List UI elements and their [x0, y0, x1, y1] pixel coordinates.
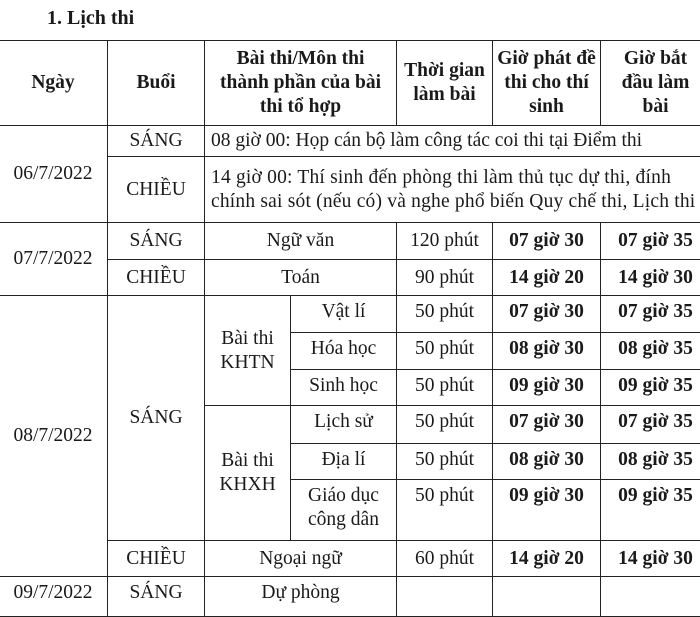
header-distribute-time: Giờ phát đề thi cho thí sinh — [493, 41, 601, 126]
duration-cell: 50 phút — [397, 370, 493, 406]
distribute-time-cell: 08 giờ 30 — [493, 444, 601, 480]
start-time-cell: 07 giờ 35 — [601, 296, 700, 333]
start-time-cell: 08 giờ 35 — [601, 333, 700, 370]
distribute-time-cell — [493, 577, 601, 617]
start-time-cell: 14 giờ 30 — [601, 541, 700, 577]
subject-cell: Toán — [205, 260, 397, 296]
session-cell: CHIỀU — [108, 541, 205, 577]
distribute-time-cell: 07 giờ 30 — [493, 406, 601, 444]
group-cell — [205, 406, 291, 541]
note-cell: 08 giờ 00: Họp cán bộ làm công tác coi thi tại Điểm thi — [205, 126, 700, 157]
table-row — [0, 296, 700, 333]
duration-cell: 50 phút — [397, 480, 493, 541]
distribute-time-cell: 09 giờ 30 — [493, 370, 601, 406]
group-cell — [205, 296, 291, 406]
start-time-cell: 07 giờ 35 — [601, 406, 700, 444]
subject-cell: Địa lí — [291, 444, 397, 480]
distribute-time-cell: 14 giờ 20 — [493, 260, 601, 296]
subject-cell: Dự phòng — [205, 577, 397, 617]
date-cell: 06/7/2022 — [0, 126, 108, 223]
header-duration: Thời gian làm bài — [397, 41, 493, 126]
group-line: KHXH — [205, 473, 290, 497]
session-cell: CHIỀU — [108, 157, 205, 223]
duration-cell: 90 phút — [397, 260, 493, 296]
subject-line: Giáo dục — [291, 484, 396, 508]
start-time-cell: 14 giờ 30 — [601, 260, 700, 296]
start-time-cell: 09 giờ 35 — [601, 480, 700, 541]
group-line: Bài thi — [205, 327, 290, 351]
header-subject: Bài thi/Môn thi thành phần của bài thi tổ hợp — [205, 41, 397, 126]
session-cell: SÁNG — [108, 296, 205, 541]
subject-cell: Lịch sử — [291, 406, 397, 444]
group-line: Bài thi — [205, 449, 290, 473]
start-time-cell: 07 giờ 35 — [601, 223, 700, 260]
subject-cell: Ngoại ngữ — [205, 541, 397, 577]
duration-cell: 50 phút — [397, 333, 493, 370]
header-row — [0, 41, 700, 126]
duration-cell: 50 phút — [397, 296, 493, 333]
distribute-time-cell: 09 giờ 30 — [493, 480, 601, 541]
session-cell: SÁNG — [108, 223, 205, 260]
table-row — [0, 126, 700, 157]
session-cell: SÁNG — [108, 577, 205, 617]
duration-cell: 120 phút — [397, 223, 493, 260]
note-cell — [205, 157, 700, 223]
distribute-time-cell: 07 giờ 30 — [493, 223, 601, 260]
subject-cell — [291, 480, 397, 541]
start-time-cell: 08 giờ 35 — [601, 444, 700, 480]
date-cell: 09/7/2022 — [0, 577, 108, 617]
subject-cell: Ngữ văn — [205, 223, 397, 260]
group-line: KHTN — [205, 351, 290, 375]
session-cell: SÁNG — [108, 126, 205, 157]
subject-line: công dân — [291, 508, 396, 532]
distribute-time-cell: 14 giờ 20 — [493, 541, 601, 577]
start-time-cell: 09 giờ 35 — [601, 370, 700, 406]
duration-cell: 50 phút — [397, 444, 493, 480]
duration-cell: 50 phút — [397, 406, 493, 444]
start-time-cell — [601, 577, 700, 617]
date-cell: 07/7/2022 — [0, 223, 108, 296]
section-title: 1. Lịch thi — [47, 4, 134, 32]
note-line: 14 giờ 00: Thí sinh đến phòng thi làm thủ tục dự thi, đính — [211, 166, 700, 190]
subject-cell: Vật lí — [291, 296, 397, 333]
header-session: Buổi — [108, 41, 205, 126]
table-row — [0, 223, 700, 260]
header-date: Ngày — [0, 41, 108, 126]
distribute-time-cell: 08 giờ 30 — [493, 333, 601, 370]
distribute-time-cell: 07 giờ 30 — [493, 296, 601, 333]
subject-cell: Hóa học — [291, 333, 397, 370]
date-cell: 08/7/2022 — [0, 296, 108, 577]
exam-schedule-table — [0, 40, 700, 617]
note-line: chính sai sót (nếu có) và nghe phổ biến Quy chế thi, Lịch thi — [211, 190, 700, 214]
table-row — [0, 577, 700, 617]
subject-cell: Sinh học — [291, 370, 397, 406]
header-start-time: Giờ bắt đầu làm bài — [601, 41, 700, 126]
session-cell: CHIỀU — [108, 260, 205, 296]
duration-cell: 60 phút — [397, 541, 493, 577]
duration-cell — [397, 577, 493, 617]
